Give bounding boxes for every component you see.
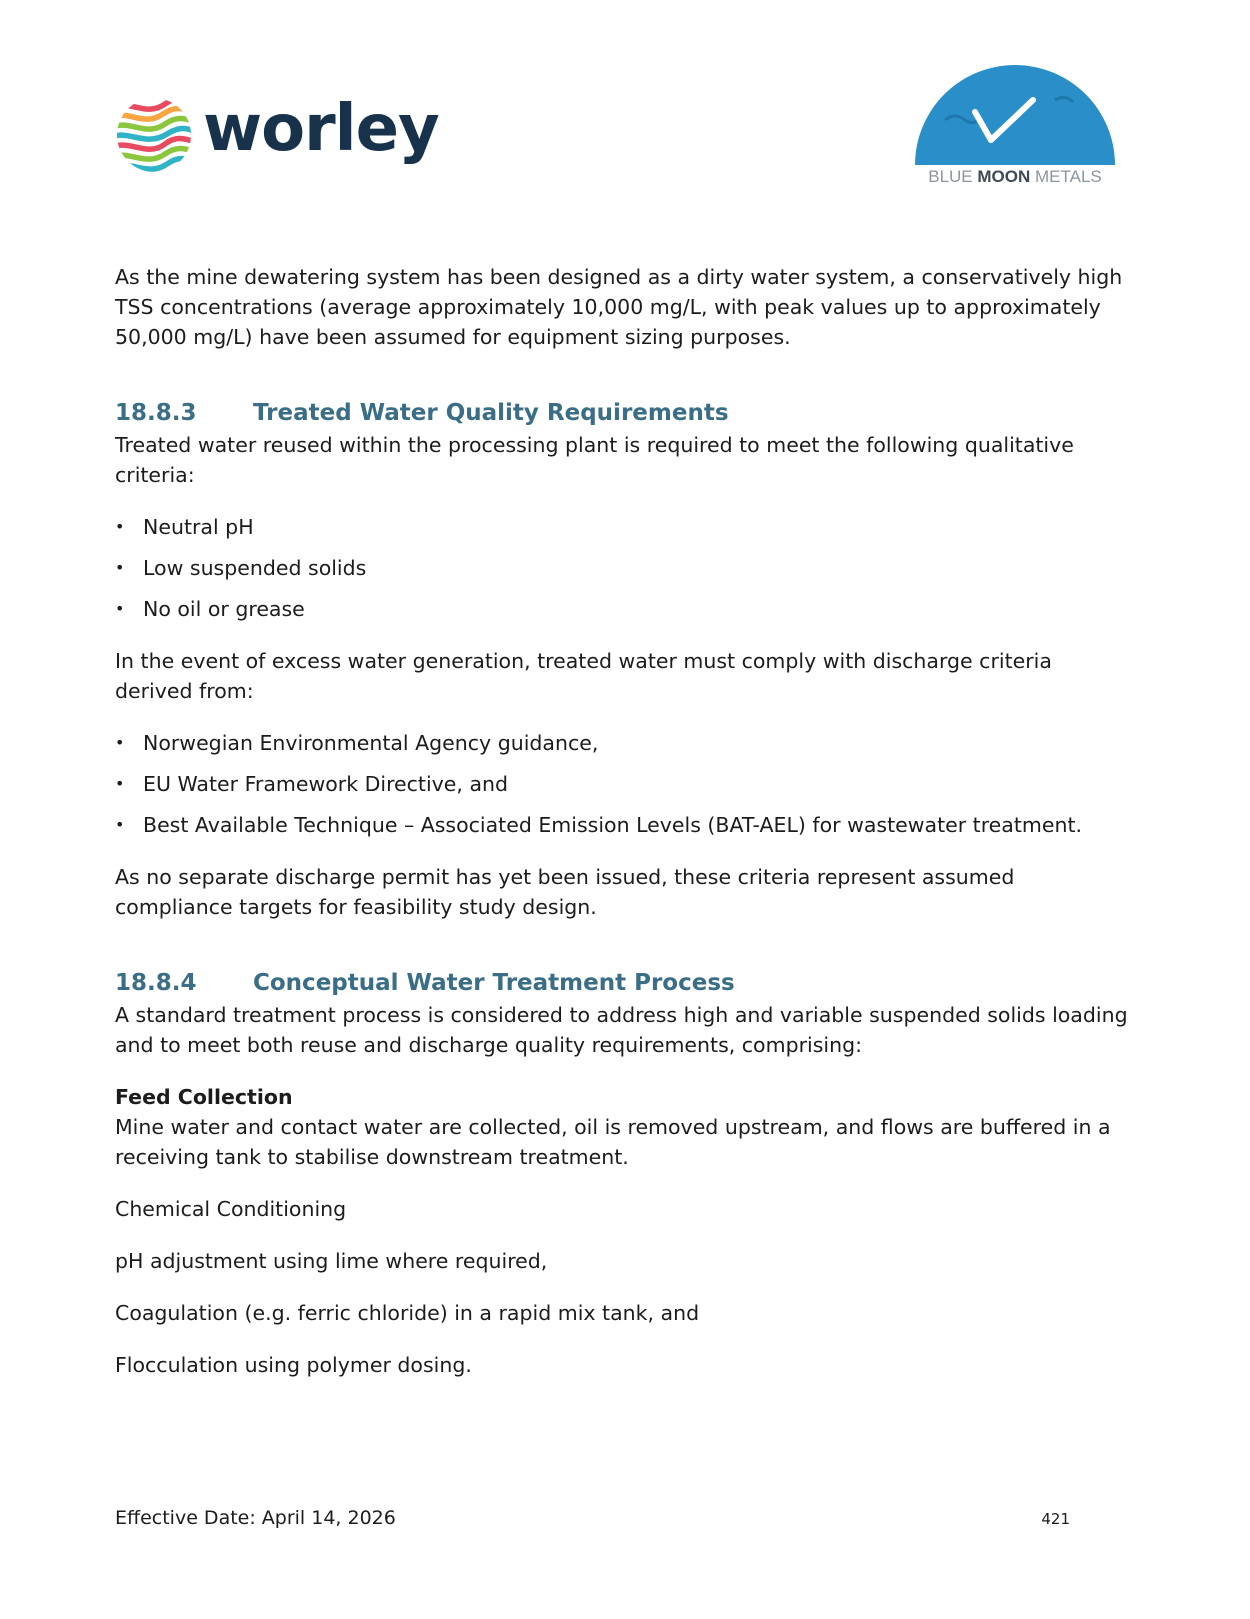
page-footer — [115, 1507, 1070, 1529]
document-body — [115, 262, 1130, 1380]
criteria-list — [115, 512, 1130, 624]
moon-dome-logo-icon — [905, 60, 1125, 170]
process-step: Coagulation (e.g. ferric chloride) in a rapid mix tank, and — [115, 1301, 700, 1325]
feed-collection-text: Mine water and contact water are collected, oil is removed upstream, and flows are buffered in a receiving tank to stabilise downstream treatment. — [115, 1115, 1111, 1169]
intro-paragraph: As the mine dewatering system has been designed as a dirty water system, a conservatively high TSS concentrations (average approximately 10,000 mg/L, with peak values up to approximately 50,000 mg/L) have been assumed for equipment sizing purposes. — [115, 265, 1123, 349]
section-title: Treated Water Quality Requirements — [253, 400, 729, 426]
blue-moon-metals-logo — [905, 60, 1125, 195]
list-item: • Low suspended solids — [115, 553, 1130, 583]
list-item: • No oil or grease — [115, 594, 1130, 624]
section-title: Conceptual Water Treatment Process — [253, 970, 735, 996]
discharge-sources-list — [115, 728, 1130, 840]
swirl-logo-icon — [115, 96, 193, 174]
blue-moon-metals-wordmark: BLUE MOON METALS — [928, 167, 1102, 186]
worley-wordmark: worley — [203, 91, 439, 166]
section-lead: Treated water reused within the processing plant is required to meet the following qualitative criteria: — [115, 433, 1074, 487]
worley-logo — [115, 92, 439, 177]
discharge-lead: In the event of excess water generation, treated water must comply with discharge criteria derived from: — [115, 649, 1052, 703]
chemical-conditioning-heading: Chemical Conditioning — [115, 1197, 347, 1221]
closing-paragraph: As no separate discharge permit has yet been issued, these criteria represent assumed compliance targets for feasibility study design. — [115, 865, 1015, 919]
effective-date: Effective Date: April 14, 2026 — [115, 1507, 396, 1529]
section-heading-18-8-4 — [115, 966, 1130, 1000]
list-item: • EU Water Framework Directive, and — [115, 769, 1130, 799]
page-number: 421 — [1041, 1510, 1070, 1528]
list-item: • Best Available Technique – Associated Emission Levels (BAT-AEL) for wastewater treatment. — [115, 810, 1130, 840]
section-lead: A standard treatment process is considered to address high and variable suspended solids loading and to meet both reuse and discharge quality requirements, comprising: — [115, 1003, 1128, 1057]
process-step: Flocculation using polymer dosing. — [115, 1353, 472, 1377]
section-number: 18.8.4 — [115, 970, 197, 996]
section-heading-18-8-3 — [115, 396, 1130, 430]
feed-collection-heading: Feed Collection — [115, 1085, 293, 1109]
section-number: 18.8.3 — [115, 400, 197, 426]
list-item: • Neutral pH — [115, 512, 1130, 542]
process-step: pH adjustment using lime where required, — [115, 1249, 548, 1273]
list-item: • Norwegian Environmental Agency guidance, — [115, 728, 1130, 758]
